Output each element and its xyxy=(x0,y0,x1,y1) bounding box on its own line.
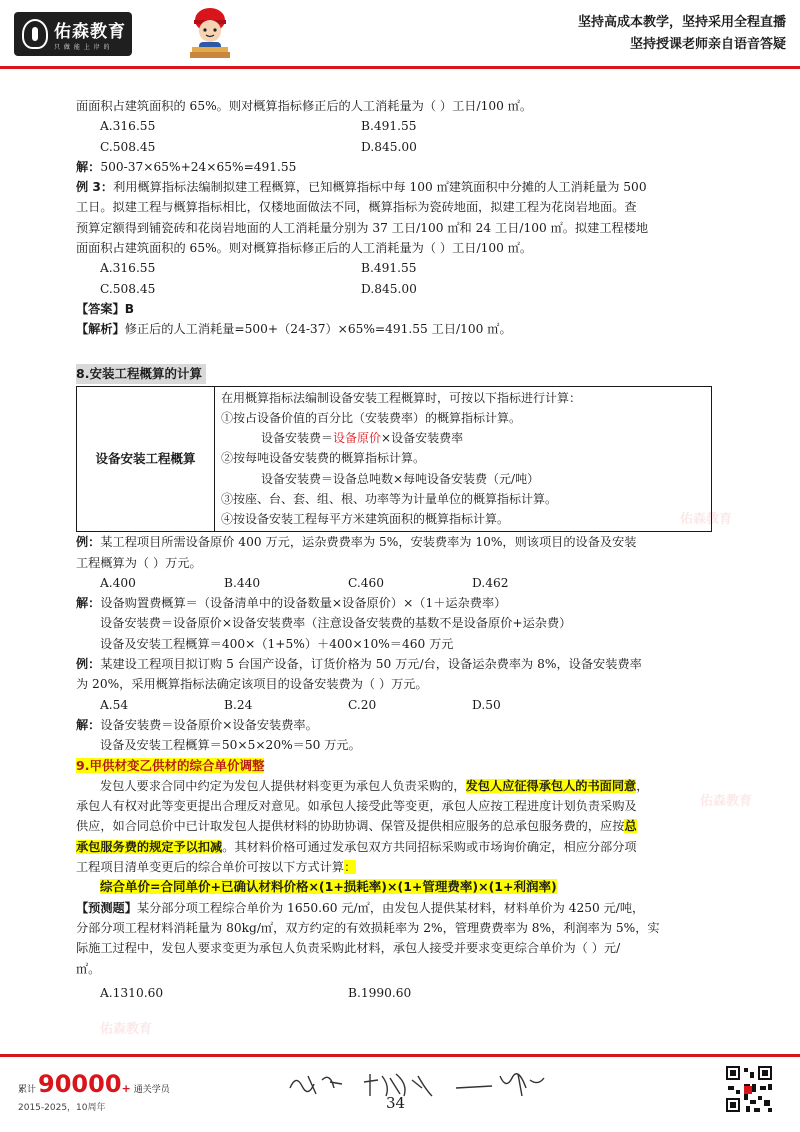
table-line: ④按设备安装工程每平方米建筑面积的概算指标计算。 xyxy=(221,512,510,527)
q1-solution xyxy=(76,157,736,177)
solution-label: 解： xyxy=(76,159,101,174)
prediction-line: 际施工过程中，发包人要求变更为承包人负责采购此材料，承包人接受并要求变更综合单价为（ ）元/ xyxy=(76,941,621,956)
option: D.845.00 xyxy=(361,281,417,296)
analysis-text: 修正后的人工消耗量=500+（24-37）×65%=491.55 工日/100 ㎡。 xyxy=(124,322,512,337)
prediction-text: 某分部分项工程综合单价为 1650.60 元/㎡，由发包人提供某材料，材料单价为 4250 元/吨， xyxy=(136,900,645,915)
page-header xyxy=(0,0,800,70)
example3-line: 面面积占建筑面积的 65%。则对概算指标修正后的人工消耗量为（ ）工日/100 ㎡。 xyxy=(76,241,533,256)
option: A.400 xyxy=(100,575,136,590)
solution-b-line: 设备及安装工程概算＝50×5×20%＝50 万元。 xyxy=(100,738,361,753)
solution-text: 500-37×65%+24×65%=491.55 xyxy=(100,159,297,174)
para-text: 工程项目清单变更后的综合单价可按以下方式计算 xyxy=(76,860,345,875)
section-8-title xyxy=(76,364,736,384)
table-line: 设备安装费＝设备总吨数×每吨设备安装费（元/吨） xyxy=(261,471,540,486)
example-b-line xyxy=(76,654,736,674)
answer xyxy=(76,299,736,319)
table-line: ③按座、台、套、组、根、功率等为计量单位的概算指标计算。 xyxy=(221,491,558,506)
prediction-line xyxy=(76,898,736,918)
mascot-icon xyxy=(184,4,236,66)
years-text: 2015-2025，10周年 xyxy=(18,1103,106,1113)
para-text: ， xyxy=(636,778,649,793)
para9-line xyxy=(76,857,736,877)
option: A.1310.60 xyxy=(100,985,164,1000)
option: B.491.55 xyxy=(361,261,417,276)
example-label: 例 3： xyxy=(76,180,114,195)
section-9-title-text: 9.甲供材变乙供材的综合单价调整 xyxy=(76,757,265,773)
option: C.508.45 xyxy=(100,139,156,154)
example-text: 利用概算指标法编制拟建工程概算，已知概算指标中每 100 ㎡建筑面积中分摊的人工消耗量为 500 xyxy=(113,180,647,195)
para9-line xyxy=(76,776,736,796)
option: C.460 xyxy=(348,575,385,590)
footer-stats xyxy=(18,1070,170,1113)
para9-line xyxy=(76,837,736,857)
count-plus: + xyxy=(121,1082,131,1095)
example-a-options xyxy=(76,573,736,593)
example-text: 某建设工程项目拟订购 5 台国产设备，订货价格为 50 万元/台，设备运杂费率为 8%，设备安装费率 xyxy=(100,657,642,672)
page-number: 34 xyxy=(386,1094,406,1112)
para-highlight: 发包人应征得承包人的书面同意 xyxy=(465,778,637,793)
section-9-title xyxy=(76,756,736,776)
example-label: 例： xyxy=(76,535,101,550)
table-line: 在用概算指标法编制设备安装工程概算时，可按以下指标进行计算： xyxy=(221,390,582,405)
prediction-options xyxy=(76,983,736,1003)
example-a-line xyxy=(76,532,736,552)
price-formula: 综合单价=合同单价+已确认材料价格×(1+损耗率)×(1+管理费率)×(1+利润率) xyxy=(100,879,557,895)
para-text: 。其材料价格可通过发承包双方共同招标采购或市场询价确定，相应分部分项 xyxy=(222,839,637,854)
watermark: 佑森教育 xyxy=(680,512,733,527)
para-highlight: 承包服务费的规定予以扣减 xyxy=(76,839,223,854)
analysis xyxy=(76,319,736,339)
watermark: 佑森教育 xyxy=(700,794,753,809)
analysis-label: 【解析】 xyxy=(76,322,125,337)
solution-b-line xyxy=(76,715,736,735)
option: C.20 xyxy=(348,697,377,712)
count-suffix: 通关学员 xyxy=(133,1085,170,1095)
para9-line: 承包人有权对此等变更提出合理反对意见。如承包人接受此等变更，承包人应按工程进度计划负责采购及 xyxy=(76,799,637,814)
example-label: 例： xyxy=(76,657,101,672)
prediction-line: 分部分项工程材料消耗量为 80kg/㎡，双方约定的有效损耗率为 2%，管理费费率为 8%，利润率为 5%，实 xyxy=(76,920,660,935)
install-estimate-table xyxy=(76,386,712,532)
option: D.845.00 xyxy=(361,139,417,154)
footer-divider xyxy=(0,1054,800,1057)
option: B.1990.60 xyxy=(348,985,412,1000)
q1-tail: 面面积占建筑面积的 65%。则对概算指标修正后的人工消耗量为（ ）工日/100 ㎡。 xyxy=(76,99,533,113)
solution-text: 设备安装费＝设备原价×设备安装费率。 xyxy=(100,717,318,732)
example3-line: 工日。拟建工程与概算指标相比，仅楼地面做法不同，概算指标为瓷砖地面，拟建工程为花岗岩地面。查 xyxy=(76,200,637,215)
answer-value: B xyxy=(124,301,135,316)
prediction-line: ㎡。 xyxy=(76,961,101,976)
watermark: 佑森教育 xyxy=(100,1022,153,1037)
example-b-options xyxy=(76,695,736,715)
qr-code-icon xyxy=(724,1064,774,1114)
solution-label: 解： xyxy=(76,596,101,611)
option: A.316.55 xyxy=(100,261,156,276)
para-highlight: 总 xyxy=(624,819,637,834)
formula-part: ×设备安装费率 xyxy=(381,431,464,446)
table-line: ①按占设备价值的百分比（安装费率）的概算指标计算。 xyxy=(221,411,522,426)
formula-part: 设备安装费＝ xyxy=(261,431,334,446)
section-8-title-text: 8.安装工程概算的计算 xyxy=(76,364,206,384)
example3-options xyxy=(76,258,736,278)
solution-text: 设备购置费概算＝（设备清单中的设备数量×设备原价）×（1＋运杂费率） xyxy=(100,596,507,611)
answer-label: 【答案】 xyxy=(76,301,125,316)
para-text: 供应，如合同总价中已计取发包人提供材料的协助协调、保管及提供相应服务的总承包服务费的，应按 xyxy=(76,819,625,834)
solution-label: 解： xyxy=(76,717,101,732)
option: A.54 xyxy=(100,697,129,712)
count-prefix: 累计 xyxy=(18,1085,37,1095)
para-highlight: ： xyxy=(344,860,357,875)
option: A.316.55 xyxy=(100,119,156,134)
formula-highlight: 设备原价 xyxy=(333,431,382,446)
header-slogan xyxy=(578,12,786,56)
prediction-label: 【预测题】 xyxy=(76,900,137,915)
solution-a-line: 设备及安装工程概算＝400×（1+5%）＋400×10%＝460 万元 xyxy=(100,636,454,651)
option: D.462 xyxy=(472,575,509,590)
option: D.50 xyxy=(472,697,501,712)
logo-name: 佑森教育 xyxy=(54,22,126,42)
slogan-line-1: 坚持高成本教学，坚持采用全程直播 xyxy=(577,15,786,30)
example-b-line: 为 20%，采用概算指标法确定该项目的设备安装费为（ ）万元。 xyxy=(76,677,428,692)
table-line xyxy=(221,428,705,448)
slogan-line-2: 坚持授课老师亲自语音答疑 xyxy=(629,37,786,52)
para9-line xyxy=(76,816,736,836)
logo xyxy=(14,12,132,56)
q1-options xyxy=(76,137,736,157)
para-text: 发包人要求合同中约定为发包人提供材料变更为承包人负责采购的， xyxy=(100,778,466,793)
option: C.508.45 xyxy=(100,281,156,296)
solution-a-line: 设备安装费＝设备原价×设备安装费率（注意设备安装费的基数不是设备原价+运杂费） xyxy=(100,616,572,631)
formula-line xyxy=(76,877,736,897)
example-a-line: 工程概算为（ ）万元。 xyxy=(76,555,202,570)
example3-line: 预算定额得到铺瓷砖和花岗岩地面的人工消耗量分别为 37 工日/100 ㎡和 24 工日/100 ㎡。拟建工程楼地 xyxy=(76,220,649,235)
logo-mark-icon xyxy=(22,19,48,49)
header-divider xyxy=(0,66,800,69)
handwritten-signature xyxy=(286,1066,556,1102)
solution-a-line xyxy=(76,593,736,613)
example-text: 某工程项目所需设备原价 400 万元，运杂费费率为 5%，安装费率为 10%，则该项目的设备及安装 xyxy=(100,535,637,550)
student-count: 90000 xyxy=(38,1070,122,1098)
table-left-cell: 设备安装工程概算 xyxy=(77,387,215,531)
option: B.491.55 xyxy=(361,119,417,134)
option: B.24 xyxy=(224,697,253,712)
example3-line xyxy=(76,177,736,197)
q1-options xyxy=(76,116,736,136)
logo-subtitle: 只 做 能 上 岸 的 xyxy=(54,44,111,51)
table-right-cell xyxy=(215,387,711,531)
option: B.440 xyxy=(224,575,261,590)
table-line: ②按每吨设备安装费的概算指标计算。 xyxy=(221,451,426,466)
page-content xyxy=(76,96,736,1003)
example3-options xyxy=(76,279,736,299)
